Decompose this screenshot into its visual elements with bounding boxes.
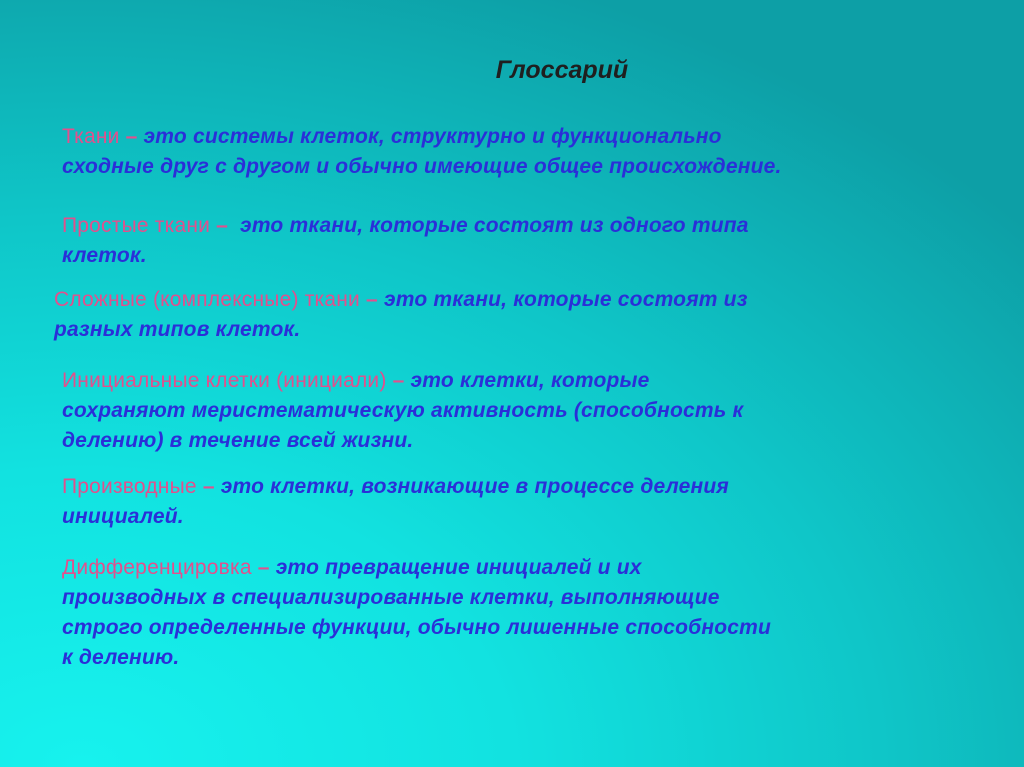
glossary-definition-line: это ткани, которые состоят из [383, 288, 748, 311]
glossary-entry-derivatives [62, 472, 942, 532]
glossary-term: Простые ткани [62, 214, 211, 237]
glossary-definition-line: это клетки, которые [410, 369, 650, 392]
glossary-entry-simple-tissues [62, 211, 942, 271]
term-dash: – [119, 125, 144, 148]
term-dash: – [196, 475, 221, 498]
term-dash: – [386, 369, 411, 392]
glossary-entry-initial-cells [62, 366, 942, 456]
glossary-term: Дифференцировка [62, 556, 252, 579]
glossary-definition-line: сохраняют меристематическую активность (способность к [62, 399, 744, 422]
term-dash: – [251, 556, 276, 579]
glossary-definition-line: делению) в течение всей жизни. [62, 429, 414, 452]
term-dash: – [210, 214, 241, 237]
term-dash: – [359, 288, 384, 311]
glossary-term: Ткани [62, 125, 120, 148]
glossary-definition-line: разных типов клеток. [54, 318, 301, 341]
glossary-definition-line: это превращение инициалей и их [275, 556, 642, 579]
glossary-term: Производные [62, 475, 197, 498]
glossary-definition-line: производных в специализированные клетки, выполняющие [62, 586, 720, 609]
glossary-definition-line: это системы клеток, структурно и функционально [143, 125, 722, 148]
glossary-definition-line: клеток. [62, 244, 147, 267]
glossary-entry-differentiation [62, 553, 942, 673]
glossary-definition-line: это клетки, возникающие в процессе деления [220, 475, 729, 498]
glossary-definition-line: сходные друг с другом и обычно имеющие общее происхождение. [62, 155, 782, 178]
glossary-entry-complex-tissues [54, 285, 954, 345]
glossary-term: Сложные (комплексные) ткани [54, 288, 360, 311]
glossary-entry-tissues [62, 122, 962, 182]
glossary-definition-line: строго определенные функции, обычно лишенные способности [62, 616, 772, 639]
glossary-term: Инициальные клетки (инициали) [62, 369, 387, 392]
glossary-definition-line: инициалей. [62, 505, 184, 528]
glossary-definition-line: к делению. [62, 646, 180, 669]
page-title: Глоссарий [495, 56, 629, 84]
glossary-definition-line: это ткани, которые состоят из одного типа [240, 214, 749, 237]
